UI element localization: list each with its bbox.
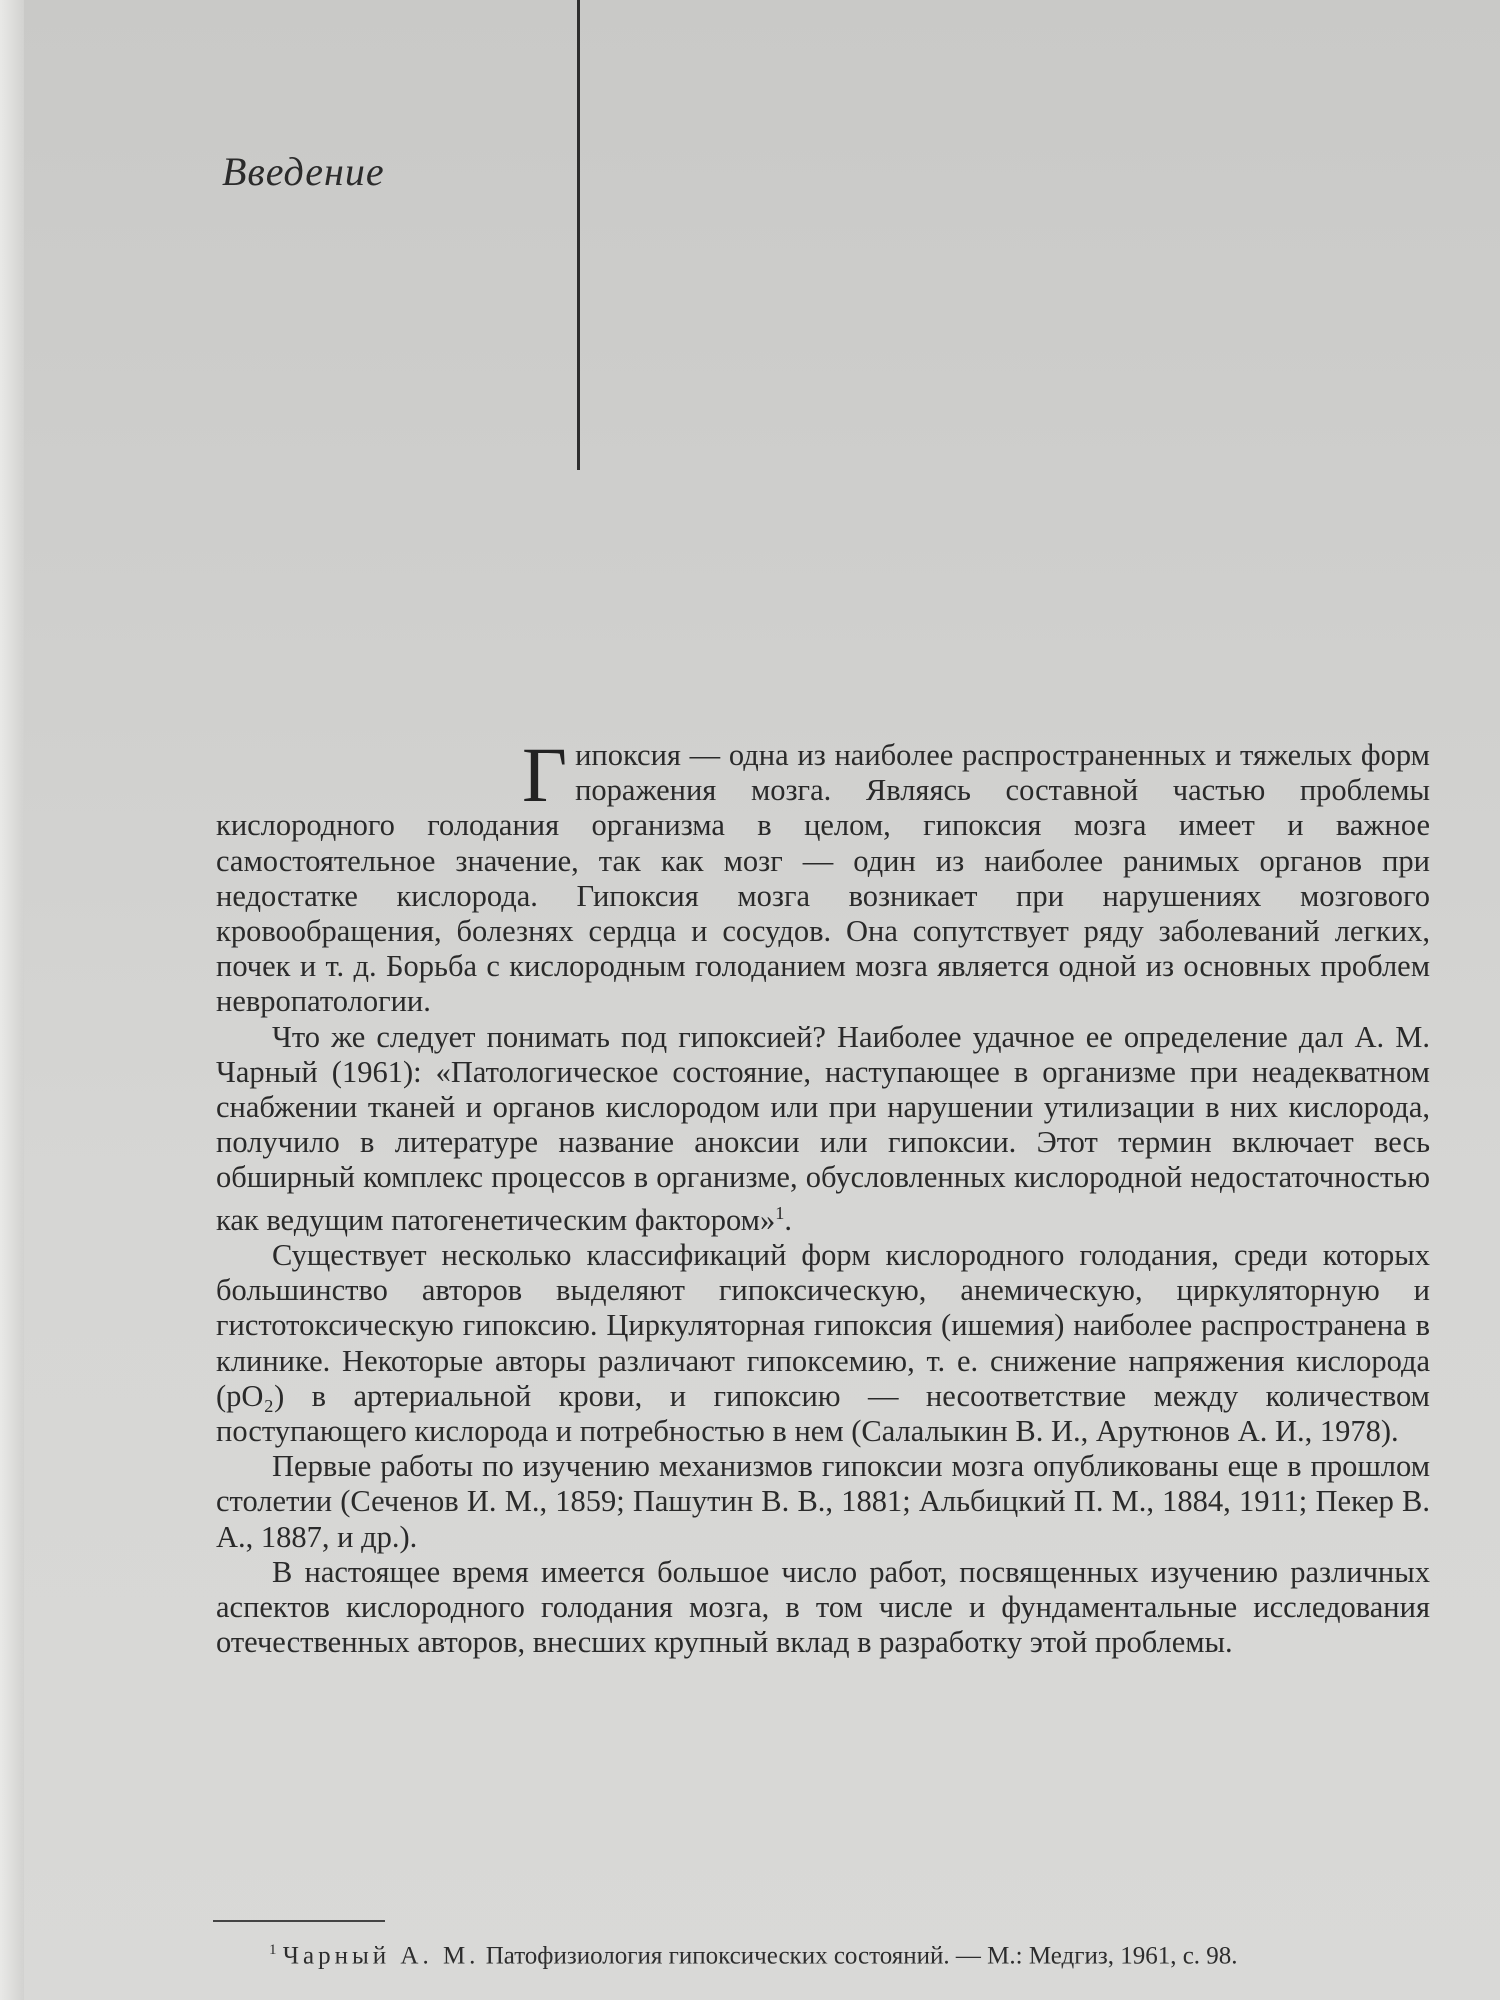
paragraph-5: [216, 1555, 1430, 1661]
footnote: [213, 1934, 1430, 1972]
paragraph-5-text: В настоящее время имеется большое число работ, посвященных изучению различных аспектов кислородного голодания мозга, в том числе и фундаментальные исследования отечественных авторов, внесших крупный вклад в разработку этой проблемы.: [216, 1554, 1430, 1660]
paragraph-4-text: Первые работы по изучению механизмов гипоксии мозга опубликованы еще в прошлом столетии (Сеченов И. М., 1859; Пашутин В. В., 1881; Альбицкий П. М., 1884, 1911; Пекер В. А., 1887, и др.).: [216, 1449, 1430, 1554]
paragraph-4: [216, 1449, 1430, 1555]
vertical-rule: [577, 0, 580, 470]
paragraph-2-text: Что же следует понимать под гипоксией? Наиболее удачное ее определение дал А. М. Чарный (1961): «Патологическое состояние, наступающее в организме при неадекватном снабжении тканей и органов кислородом или при нарушении утилизации в них кислорода, получило в литературе название аноксии или гипоксии. Этот термин включает весь обширный комплекс процессов в организме, обусловленных кислородной недостаточностью как ведущим патогенетическим фактором»: [216, 1019, 1430, 1237]
footnote-marker: 1: [269, 1942, 277, 1958]
paragraph-3-text: Существует несколько классификаций форм кислородного голодания, среди которых большинство авторов выделяют гипоксическую, анемическую, циркуляторную и гистотоксическую гипоксию. Циркуляторная гипоксия (ишемия) наиболее распространена в клинике. Некоторые авторы различают гипоксемию, т. е. снижение напряжения кислорода (pO₂) в артериальной крови, и гипоксию — несоответствие между количеством поступающего кислорода и потребностью в нем (Салалыкин В. И., Арутюнов А. И., 1978).: [216, 1238, 1430, 1449]
footnote-author: Чарный А. М.: [282, 1942, 480, 1970]
footnote-text: Патофизиология гипоксических состояний. — М.: Медгиз, 1961, с. 98.: [485, 1942, 1238, 1970]
paragraph-1-text: ипоксия — одна из наиболее распространенных и тяжелых форм поражения мозга. Являясь составной частью проблемы кислородного голодания организма в целом, гипоксия мозга имеет и важное самостоятельное значение, так как мозг — один из наиболее ранимых органов при недостатке кислорода. Гипоксия мозга возникает при нарушениях мозгового кровообращения, болезнях сердца и сосудов. Она сопутствует ряду заболеваний легких, почек и т. д. Борьба с кислородным голоданием мозга является одной из основных проблем невропатологии.: [216, 738, 1430, 1019]
chapter-title: Введение: [222, 149, 385, 194]
body-text: [216, 731, 1430, 1660]
footnote-reference: 1: [775, 1202, 785, 1223]
paragraph-2: Что же следует понимать под гипоксией? Наиболее удачное ее определение дал А. М. Чарный (1961): «Патологическое состояние, наступающее в организме при неадекватном снабжении тканей и органов кислородом или при нарушении утилизации в них кислорода, получило в литературе название аноксии или гипоксии. Этот термин включает весь обширный комплекс процессов в организме, обусловленных кислородной недостаточностью как ведущим патогенетическим фактором»$^1$.: [216, 1019, 1430, 1237]
paragraph-1: [216, 731, 1430, 1020]
drop-cap: Г: [522, 731, 568, 818]
footnote-divider: [213, 1920, 385, 1922]
page-edge-shadow: [0, 0, 24, 2000]
paragraph-3: [216, 1238, 1430, 1449]
